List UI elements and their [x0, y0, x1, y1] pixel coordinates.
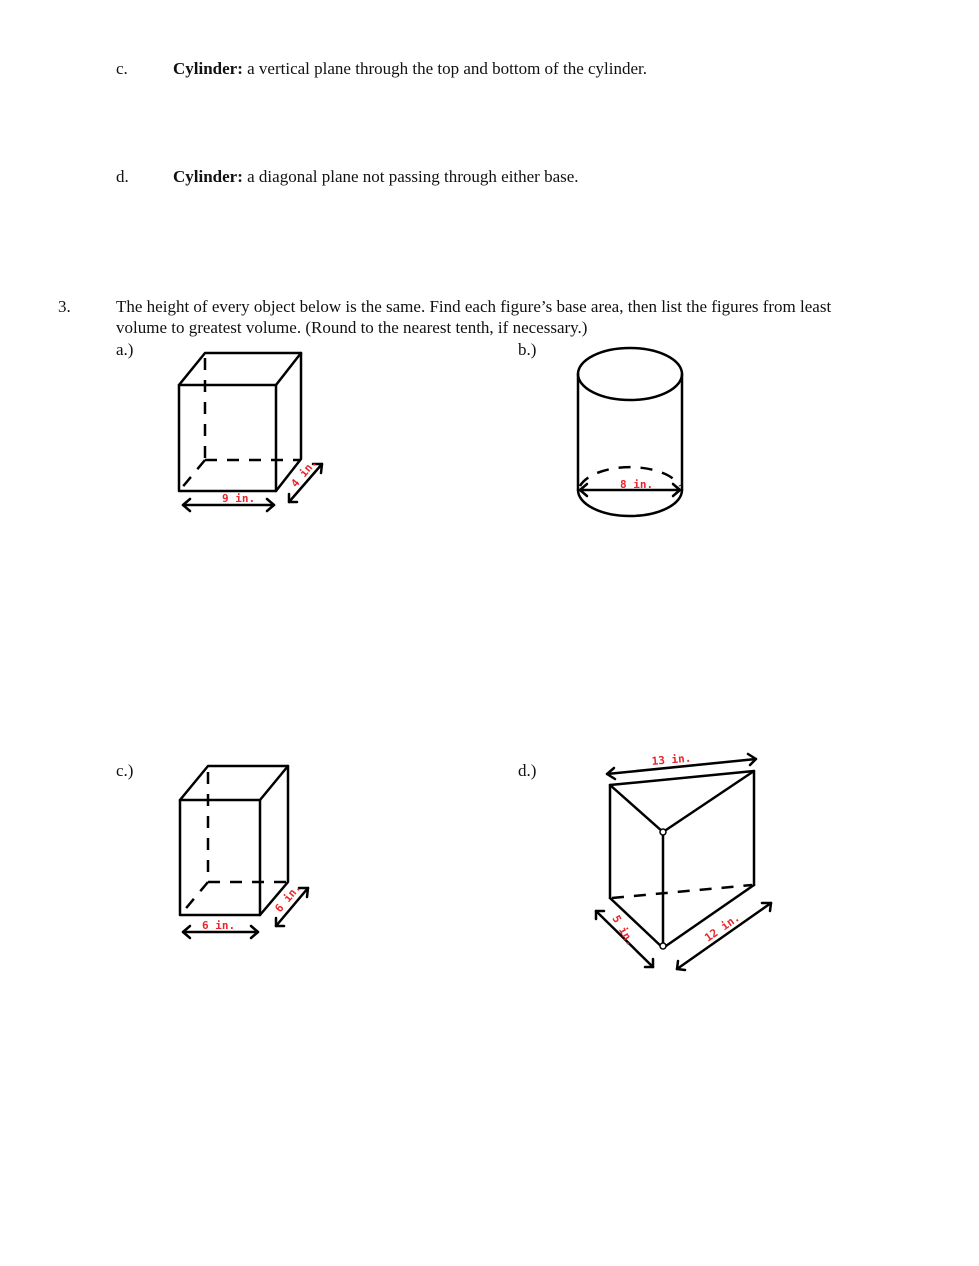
fig-a-width: 4 in. — [288, 456, 320, 490]
item-d-letter: d. — [116, 167, 129, 186]
q3-number: 3. — [58, 297, 71, 316]
fig-a-length: 9 in. — [222, 492, 256, 505]
fig-c-width: 6 in. — [272, 881, 304, 915]
item-d-desc: a diagonal plane not passing through either base. — [242, 167, 579, 186]
fig-d-leg-short: 5 in. — [609, 913, 638, 949]
item-c — [116, 58, 128, 79]
figure-b-cylinder — [570, 340, 690, 525]
item-c-text — [173, 58, 647, 79]
figure-a-prism — [165, 340, 335, 520]
fig-c-label: c.) — [116, 761, 134, 780]
fig-b-label: b.) — [518, 340, 537, 359]
q3-line2: volume to greatest volume. (Round to the nearest tenth, if necessary.) — [116, 318, 588, 337]
figure-d-prism — [585, 745, 780, 975]
item-c-letter: c. — [116, 59, 128, 78]
item-d-bold: Cylinder: — [173, 167, 243, 186]
fig-d-leg-long: 12 in. — [702, 911, 743, 945]
fig-d-label: d.) — [518, 761, 537, 780]
fig-d-hypotenuse: 13 in. — [651, 751, 692, 768]
item-d — [116, 166, 129, 187]
fig-b-diameter: 8 in. — [620, 478, 654, 491]
fig-a-label: a.) — [116, 340, 134, 359]
item-d-text — [173, 166, 579, 187]
figure-c-prism — [170, 755, 320, 945]
fig-c-length: 6 in. — [202, 919, 236, 932]
item-c-bold: Cylinder: — [173, 59, 243, 78]
item-c-desc: a vertical plane through the top and bottom of the cylinder. — [242, 59, 647, 78]
q3-line1: The height of every object below is the same. Find each figure’s base area, then list the figures from least — [116, 297, 832, 316]
